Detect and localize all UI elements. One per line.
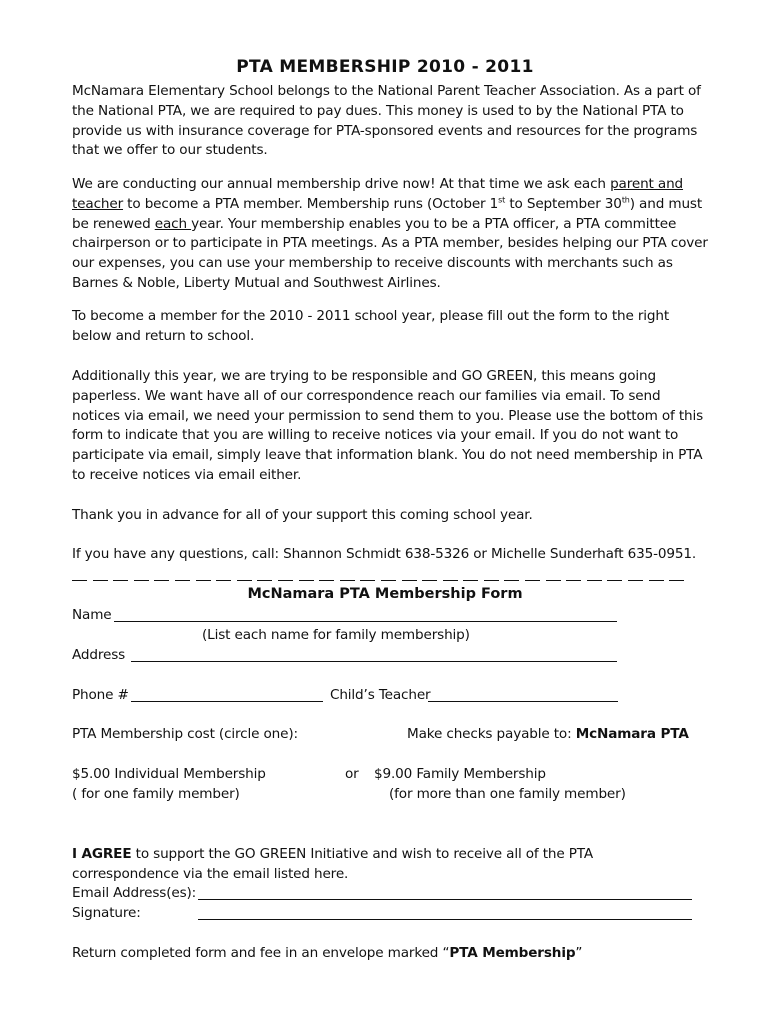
cost-label: PTA Membership cost (circle one): (72, 726, 298, 742)
become-member-paragraph: To become a member for the 2010 - 2011 school year, please fill out the form to the right below and return to school. (72, 308, 670, 344)
agree-paragraph (72, 845, 702, 885)
dash-segment (525, 580, 540, 581)
dash-segment (587, 580, 602, 581)
dash-segment (340, 580, 355, 581)
address-field[interactable] (131, 661, 617, 662)
dash-segment (72, 580, 87, 581)
phone-field[interactable] (131, 701, 323, 702)
text-span: to September 30 (505, 195, 622, 212)
thank-you-text: Thank you in advance for all of your support this coming school year. (72, 507, 533, 523)
text-span: We are conducting our annual membership drive now! At that time we ask each (72, 176, 611, 192)
go-green-paragraph: Additionally this year, we are trying to be responsible and GO GREEN, this means going paperless. We want have all of our correspondence reach our families via email. To send notices via email, we need your permission to send them to you. Please use the bottom of this form to indicate that you are willing to receive notices via your email. If you do not want to participate via email, simply leave that information blank. You do not need membership in PTA to receive notices via email either. (72, 368, 704, 483)
return-instructions (72, 944, 582, 964)
text-span: Make checks payable to: (407, 726, 576, 742)
text-span: to support the GO GREEN Initiative and wish to receive all of the PTA correspondence via the email listed here. (72, 846, 594, 882)
dash-segment (422, 580, 437, 581)
dash-segment (278, 580, 293, 581)
envelope-label: PTA Membership (449, 945, 576, 961)
cut-line-divider (72, 570, 692, 582)
dash-segment (237, 580, 252, 581)
name-hint: (List each name for family membership) (202, 627, 470, 643)
dash-segment (257, 580, 272, 581)
membership-drive-paragraph (72, 175, 712, 294)
text-span: Return completed form and fee in an envelope marked “ (72, 945, 450, 961)
dash-segment (299, 580, 314, 581)
text-span: to become a PTA member. Membership runs (October 1 (123, 195, 499, 212)
family-note: (for more than one family member) (389, 786, 626, 802)
dash-segment (566, 580, 581, 581)
underlined-text: parent and teacher (72, 176, 684, 212)
dash-segment (607, 580, 622, 581)
contact-text: If you have any questions, call: Shannon Schmidt 638-5326 or Michelle Sunderhaft 635-0951. (72, 546, 696, 562)
or-text: or (345, 766, 359, 782)
form-title: McNamara PTA Membership Form (247, 586, 523, 602)
superscript: th (621, 195, 630, 205)
dash-segment (443, 580, 458, 581)
dash-segment (134, 580, 149, 581)
page-title: PTA MEMBERSHIP 2010 - 2011 (236, 57, 534, 77)
dash-segment (360, 580, 375, 581)
dash-segment (113, 580, 128, 581)
email-label: Email Address(es): (72, 885, 197, 901)
agree-bold-text: I AGREE (72, 846, 132, 862)
signature-field[interactable] (198, 919, 692, 920)
name-label: Name (72, 607, 112, 623)
text-span: ” (575, 945, 583, 961)
dash-segment (546, 580, 561, 581)
superscript: st (498, 195, 506, 205)
dash-segment (628, 580, 643, 581)
dash-segment (175, 580, 190, 581)
name-field[interactable] (114, 621, 617, 622)
dash-segment (484, 580, 499, 581)
underlined-text: each (154, 215, 192, 232)
address-label: Address (72, 647, 126, 663)
email-field[interactable] (198, 899, 692, 900)
checks-payable-text (407, 725, 689, 745)
individual-membership-option[interactable]: $5.00 Individual Membership (72, 766, 266, 782)
text-span: ) and must be renewed (72, 195, 703, 232)
payee-name: McNamara PTA (575, 726, 689, 742)
dash-segment (216, 580, 231, 581)
dash-segment (402, 580, 417, 581)
dash-segment (93, 580, 108, 581)
individual-note: ( for one family member) (72, 786, 240, 802)
dash-segment (649, 580, 664, 581)
dash-segment (669, 580, 684, 581)
family-membership-option[interactable]: $9.00 Family Membership (374, 766, 546, 782)
phone-label: Phone # (72, 687, 129, 703)
dash-segment (196, 580, 211, 581)
teacher-field[interactable] (428, 701, 618, 702)
intro-paragraph: McNamara Elementary School belongs to the National Parent Teacher Association. As a part of the National PTA, we are required to pay dues. This money is used to by the National PTA to provide us with insurance coverage for PTA-sponsored events and resources for the programs that we offer to our students. (72, 83, 701, 159)
dash-segment (381, 580, 396, 581)
dash-segment (463, 580, 478, 581)
dash-segment (154, 580, 169, 581)
teacher-label: Child’s Teacher (330, 687, 431, 703)
signature-label: Signature: (72, 905, 141, 921)
dash-segment (504, 580, 519, 581)
dash-segment (319, 580, 334, 581)
text-span: year. Your membership enables you to be a PTA officer, a PTA committee chairperson or to participate in PTA meetings. As a PTA member, besides helping our PTA cover our expenses, you can use your membership to receive discounts with merchants such as Barnes & Noble, Liberty Mutual and Southwest Airlines. (72, 215, 708, 291)
